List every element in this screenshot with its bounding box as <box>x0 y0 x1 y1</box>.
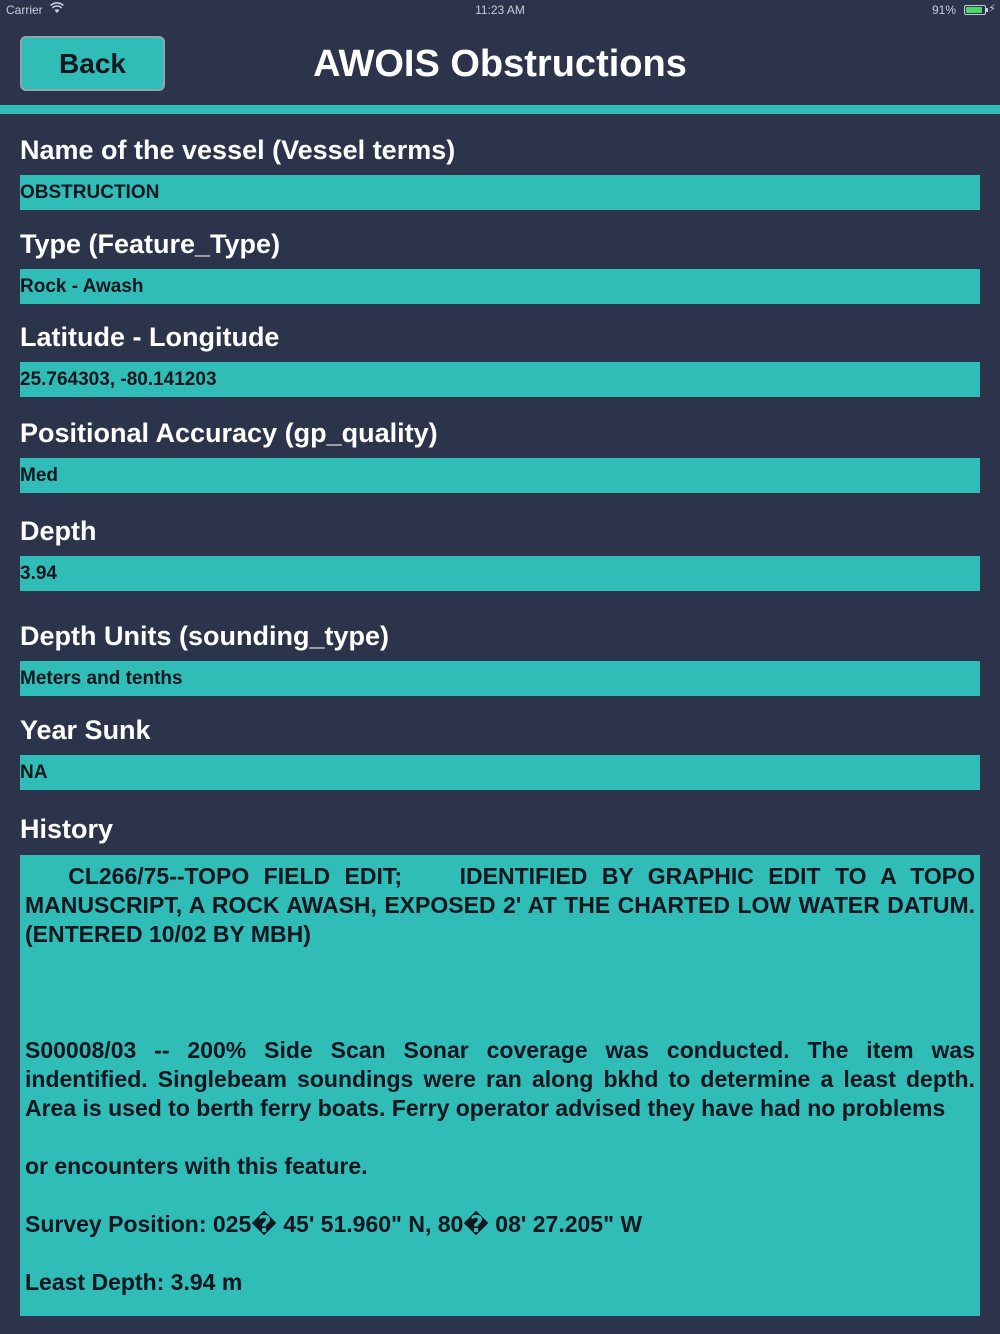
history-paragraph: Survey Position: 025� 45' 51.960" N, 80� 08' 27.205" W <box>25 1211 643 1237</box>
back-button[interactable]: Back <box>20 36 165 91</box>
charging-bolt-icon: ⚡︎ <box>988 3 996 15</box>
vessel-name-value: OBSTRUCTION <box>20 175 980 210</box>
vessel-name-label: Name of the vessel (Vessel terms) <box>20 135 456 165</box>
history-text[interactable] <box>20 855 980 1316</box>
header-divider <box>0 105 1000 114</box>
lat-lon-label: Latitude - Longitude <box>20 322 280 352</box>
feature-type-value: Rock - Awash <box>20 269 980 304</box>
history-paragraph: S00008/03 -- 200% Side Scan Sonar coverage was conducted. The item was indentified. Singlebeam soundings were ran along bkhd to determine a least depth. Area is used to berth ferry boats. Ferry operator advised they have had no problems <box>25 1037 975 1121</box>
history-spacer <box>25 1181 975 1210</box>
feature-type-label: Type (Feature_Type) <box>20 229 281 259</box>
page-title: AWOIS Obstructions <box>313 43 687 85</box>
gp-quality-label: Positional Accuracy (gp_quality) <box>20 418 438 448</box>
battery-icon <box>964 5 986 15</box>
history-label: History <box>20 814 114 844</box>
clock-time: 11:23 AM <box>475 3 525 17</box>
depth-value: 3.94 <box>20 556 980 591</box>
sounding-type-label: Depth Units (sounding_type) <box>20 621 389 651</box>
sounding-type-value: Meters and tenths <box>20 661 980 696</box>
depth-label: Depth <box>20 516 97 546</box>
battery-percent: 91% <box>931 3 956 17</box>
year-sunk-label: Year Sunk <box>20 715 151 745</box>
status-bar <box>0 0 1000 22</box>
history-paragraph: CL266/75--TOPO FIELD EDIT; IDENTIFIED BY GRAPHIC EDIT TO A TOPO MANUSCRIPT, A ROCK AWASH, EXPOSED 2' AT THE CHARTED LOW WATER DATUM. (ENTERED 10/02 BY MBH) <box>25 863 975 947</box>
history-spacer <box>25 1123 975 1152</box>
history-paragraph: Least Depth: 3.94 m <box>25 1269 243 1295</box>
history-paragraph: or encounters with this feature. <box>25 1153 368 1179</box>
gp-quality-value: Med <box>20 458 980 493</box>
lat-lon-value: 25.764303, -80.141203 <box>20 362 980 397</box>
carrier-label: Carrier <box>6 3 43 17</box>
year-sunk-value: NA <box>20 755 980 790</box>
history-spacer <box>25 1239 975 1268</box>
battery-fill <box>966 7 982 13</box>
history-spacer <box>25 949 975 1036</box>
